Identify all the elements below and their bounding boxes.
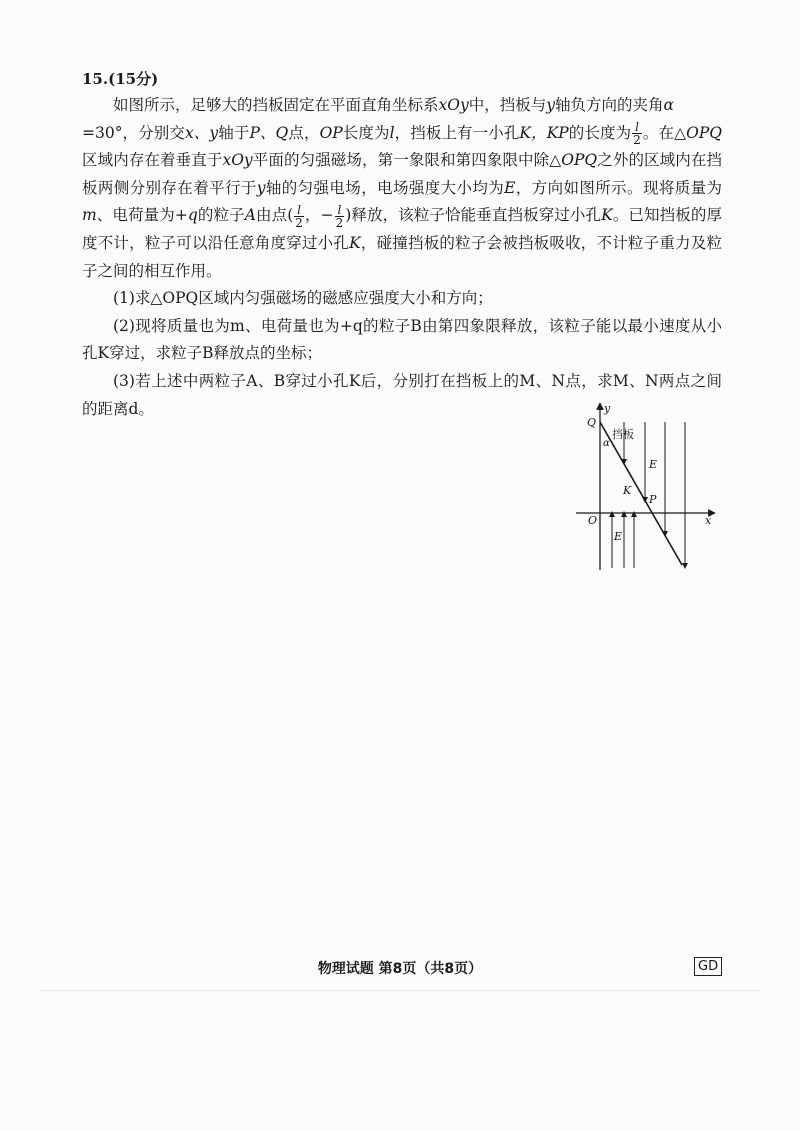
sub-question-2: (2)现将质量也为m、电荷量也为+q的粒子B由第四象限释放，该粒子能以最小速度从小孔K穿过，求粒子B释放点的坐标； xyxy=(82,316,722,363)
footer-divider xyxy=(40,990,760,991)
label-e-top: E xyxy=(649,458,658,471)
question-number: 15.(15分) xyxy=(82,70,159,88)
field-diagram xyxy=(572,400,722,580)
label-board: 挡板 xyxy=(612,428,634,441)
paper-code-badge: GD xyxy=(694,957,722,976)
fraction-l-over-2: $\frac{l}{2}$ xyxy=(633,120,641,148)
label-x: x xyxy=(705,514,712,527)
point-x-fraction: $\frac{l}{2}$ xyxy=(295,202,303,230)
question-stem: 如图所示，足够大的挡板固定在平面直角坐标系xOy中，挡板与y轴负方向的夹角α =30°，分别交x、y轴于P、Q点，OP长度为l，挡板上有一小孔K，KP的长度为 $\frac{l}{2}$ 。在△OPQ区域内存在着垂直于xOy平面的匀强磁场，第一象限和第四象限中除△OPQ之外的区域内在挡板两侧分别存在着平行于y轴的匀强电场，电场强度大小均为E，方向如图所示。现将质量为m、电荷量为+q的粒子A由点( $\frac{l}{2}$ ，− $\frac{l}{2}$ )释放，该粒子恰能垂直挡板穿过小孔K。已知挡板的厚度不计，粒子可以沿任意角度穿过小孔K，碰撞挡板的粒子会被挡板吸收，不计粒子重力及粒子之间的相互作用。 xyxy=(82,96,722,280)
label-y: y xyxy=(604,402,611,415)
label-e-bottom: E xyxy=(614,530,623,543)
sub-question-1: (1)求△OPQ区域内匀强磁场的磁感应强度大小和方向； xyxy=(113,289,493,308)
label-k: K xyxy=(623,484,632,497)
label-alpha: α xyxy=(603,438,610,449)
label-q: Q xyxy=(587,416,597,429)
question-body xyxy=(82,92,722,423)
label-o: O xyxy=(588,514,598,527)
sub-question-3: (3)若上述中两粒子A、B穿过小孔K后，分别打在挡板上的M、N点，求M、N两点之间的距离d。 xyxy=(82,371,722,418)
label-p: P xyxy=(649,493,657,506)
page-footer: 物理试题 第8页（共8页） xyxy=(317,961,483,977)
point-y-fraction: $\frac{l}{2}$ xyxy=(335,202,344,230)
